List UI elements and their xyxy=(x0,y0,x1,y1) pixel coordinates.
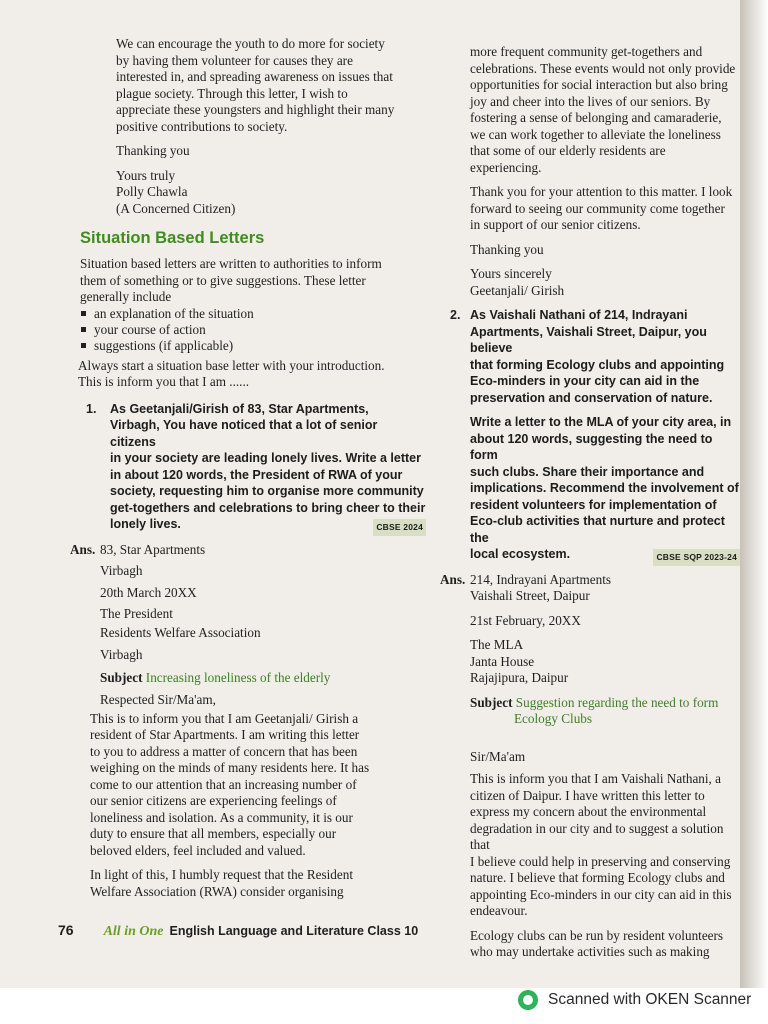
signature-name: Polly Chawla xyxy=(116,184,188,199)
text-line: society, requesting him to organise more community xyxy=(110,484,424,498)
closing-yours: Yours truly xyxy=(116,167,176,183)
text-line: resident volunteers for implementation of xyxy=(470,497,717,512)
exam-tag: CBSE 2024 xyxy=(373,519,426,536)
closing-thanks: Thanking you xyxy=(470,241,544,257)
text-line: forward to seeing our community come together xyxy=(470,200,725,216)
text-line: Always start a situation base letter with your introduction. xyxy=(78,357,385,373)
answer-1 xyxy=(70,542,426,901)
text-line: fostering a sense of belonging and camaraderie, xyxy=(470,110,722,125)
letter-date: 20th March 20XX xyxy=(100,584,197,600)
question-text xyxy=(110,401,426,536)
text-line: celebrations. These events would not only provide xyxy=(470,60,736,76)
list-item: suggestions (if applicable) xyxy=(80,338,426,354)
subject-label: Subject xyxy=(470,694,513,710)
question-1 xyxy=(86,401,426,536)
brand-logo: All in One xyxy=(103,924,164,939)
list-item: your course of action xyxy=(80,322,426,338)
text-line: We can encourage the youth to do more for society xyxy=(116,36,385,51)
subject-label: Subject xyxy=(100,669,143,685)
text-line: more frequent community get-togethers and xyxy=(470,44,703,59)
text-line: endeavour. xyxy=(470,903,528,919)
answer-label: Ans. xyxy=(440,571,466,587)
closing-yours: Yours sincerely xyxy=(470,266,552,281)
oken-scanner-icon xyxy=(518,990,538,1010)
text-line: Write a letter to the MLA of your city area, in xyxy=(470,415,732,429)
answer-body xyxy=(90,541,426,901)
text-line: joy and cheer into the lives of our seniors. By xyxy=(470,93,711,109)
text-line: Virbagh, You have noticed that a lot of senior citizens xyxy=(110,418,378,449)
text-line: Ecology clubs can be run by resident volunteers xyxy=(470,927,724,943)
salutation: Respected Sir/Ma'am, xyxy=(100,692,216,707)
text-line: Welfare Association (RWA) consider organising xyxy=(90,883,344,899)
question-number: 2. xyxy=(450,308,461,322)
recipient-line: Residents Welfare Association xyxy=(100,624,261,640)
subject-line xyxy=(100,670,426,687)
text-line: appointing Eco-minders in our city can aid in this xyxy=(470,886,732,902)
salutation: Sir/Ma'am xyxy=(470,748,526,764)
answer-label: Ans. xyxy=(70,541,96,557)
text-line: come to our attention that an increasing number of xyxy=(90,776,357,792)
text-line: preservation and conservation of nature. xyxy=(470,390,713,405)
text-line: that forming Ecology clubs and appointing xyxy=(470,357,725,372)
text-line: CBSE 2024 lonely lives. xyxy=(110,516,426,533)
scanner-watermark xyxy=(0,988,768,1024)
text-line: weighing on the minds of many residents here. It has xyxy=(90,760,370,775)
text-line: degradation in our city and to suggest a solution that xyxy=(470,820,724,853)
text-line: Apartments, Vaishali Street, Daipur, you believe xyxy=(470,324,707,355)
exam-tag: CBSE SQP 2023-24 xyxy=(653,549,740,566)
text-line: As Vaishali Nathani of 214, Indrayani xyxy=(470,308,688,322)
text-line: them of something or to give suggestions. These letter xyxy=(80,272,366,288)
text-line: in your society are leading lonely lives. Write a letter xyxy=(110,451,421,465)
letter-date: 21st February, 20XX xyxy=(470,612,581,628)
intro-paragraph xyxy=(116,36,426,217)
text-line: get-togethers and celebrations to bring cheer to their xyxy=(110,500,426,515)
section-heading: Situation Based Letters xyxy=(80,229,265,247)
text-line: experiencing. xyxy=(470,159,542,175)
question-2 xyxy=(450,307,740,566)
text-line: that some of our elderly residents are xyxy=(470,143,666,158)
text-line: duty to ensure that all members, especially our xyxy=(90,826,337,841)
text-line: interested in, and spreading awareness on issues that xyxy=(116,69,393,84)
text-line: implications. Recommend the involvement of xyxy=(470,481,739,495)
text-line: we can work together to alleviate the loneliness xyxy=(470,126,721,142)
text-line: our senior citizens are experiencing feelings of xyxy=(90,793,337,808)
address-line: 214, Indrayani Apartments xyxy=(470,571,611,587)
text-line: This is inform you that I am ...... xyxy=(78,374,250,389)
text-line: appreciate these youngsters and highlight their many xyxy=(116,102,395,117)
text-line: Situation based letters are written to authorities to inform xyxy=(80,256,382,271)
page-footer xyxy=(58,922,418,940)
continued-paragraph xyxy=(470,44,740,299)
bullet-list xyxy=(80,306,426,354)
page-edge-shadow xyxy=(740,0,768,988)
recipient-line: Janta House xyxy=(470,653,535,669)
address-line: Virbagh xyxy=(100,563,143,578)
text-line: CBSE SQP 2023-24 local ecosystem. xyxy=(470,546,740,563)
text-line: This is inform you that I am Vaishali Nathani, a xyxy=(470,771,722,787)
signature-designation: (A Concerned Citizen) xyxy=(116,200,236,216)
page-number: 76 xyxy=(58,922,74,938)
text-line: loneliness and isolation. As a community, it is our xyxy=(90,809,353,825)
text-line: resident of Star Apartments. I am writing this letter xyxy=(90,727,360,742)
text-line: generally include xyxy=(80,289,172,304)
text-line: by having them volunteer for causes they are xyxy=(116,52,353,68)
text-line: Thank you for your attention to this matter. I look xyxy=(470,184,733,199)
answer-2 xyxy=(440,572,740,961)
text-line: beloved elders, feel included and valued. xyxy=(90,842,306,858)
advice xyxy=(78,358,426,391)
left-column xyxy=(70,36,426,900)
subject-text: Suggestion regarding the need to form xyxy=(515,694,719,710)
answer-body xyxy=(470,572,740,961)
question-number: 1. xyxy=(86,401,97,416)
text-line: opportunities for social interaction but also bring xyxy=(470,77,728,92)
text-line: In light of this, I humbly request that the Resident xyxy=(90,867,353,882)
text-line: I believe could help in preserving and conserving xyxy=(470,853,731,869)
scanner-text: Scanned with OKEN Scanner xyxy=(548,991,752,1008)
text-line: Eco-minders in your city can aid in the xyxy=(470,374,700,388)
signature-name: Geetanjali/ Girish xyxy=(470,282,565,298)
text-line: nature. I believe that forming Ecology clubs and xyxy=(470,870,725,886)
subject-text: Increasing loneliness of the elderly xyxy=(145,669,331,685)
text-line: to you to address a matter of concern that has been xyxy=(90,743,358,759)
address-line: Vaishali Street, Daipur xyxy=(470,588,590,603)
question-text xyxy=(470,307,740,566)
body-paragraph xyxy=(90,711,426,901)
section-intro xyxy=(80,256,426,306)
text-line: such clubs. Share their importance and xyxy=(470,464,705,479)
right-column xyxy=(440,44,740,961)
text-line: about 120 words, suggesting the need to form xyxy=(470,431,713,462)
recipient-place: Virbagh xyxy=(100,647,143,662)
subject-text-cont: Ecology Clubs xyxy=(514,711,593,726)
address-line: 83, Star Apartments xyxy=(100,541,206,557)
text-line: As Geetanjali/Girish of 83, Star Apartments, xyxy=(110,401,369,416)
text-line: citizen of Daipur. I have written this letter to xyxy=(470,787,705,803)
text-line: positive contributions to society. xyxy=(116,118,288,134)
text-line: This is to inform you that I am Geetanjali/ Girish a xyxy=(90,710,359,726)
text-line: Eco-club activities that nurture and protect the xyxy=(470,514,725,545)
subject-line xyxy=(470,695,740,712)
book-title: English Language and Literature Class 10 xyxy=(169,924,419,938)
text-line: plague society. Through this letter, I wish to xyxy=(116,85,348,101)
text-line: who may undertake activities such as making xyxy=(470,944,710,960)
text-line: in support of our senior citizens. xyxy=(470,217,641,232)
closing-thanks: Thanking you xyxy=(116,143,190,158)
recipient-line: The MLA xyxy=(470,637,524,652)
text-line: in about 120 words, the President of RWA of your xyxy=(110,467,403,482)
text-line: express my concern about the environmental xyxy=(470,804,707,820)
list-item: an explanation of the situation xyxy=(80,306,426,322)
recipient-line: Rajajipura, Daipur xyxy=(470,670,569,685)
recipient-line: The President xyxy=(100,606,173,621)
